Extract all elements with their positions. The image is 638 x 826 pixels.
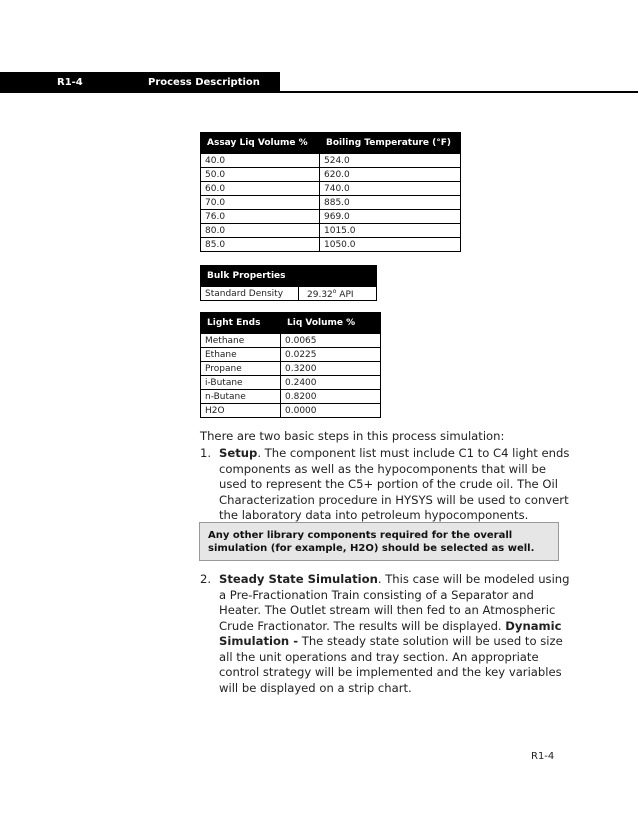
table-row	[201, 334, 381, 348]
column-header: Light Ends	[201, 313, 281, 334]
list-number: 2.	[200, 572, 212, 586]
light-ends-table	[200, 312, 381, 418]
table-cell: 885.0	[320, 196, 461, 210]
column-header: Boiling Temperature (°F)	[320, 133, 461, 154]
density-superscript: o	[332, 287, 337, 295]
table-cell: n-Butane	[201, 390, 281, 404]
step-title: Setup	[219, 446, 258, 460]
table-cell: Propane	[201, 362, 281, 376]
density-unit: API	[336, 289, 354, 300]
table-row	[201, 238, 461, 252]
column-header: Bulk Properties	[201, 266, 377, 287]
table-cell: 0.0065	[281, 334, 381, 348]
table-row	[201, 287, 377, 301]
table-cell: 70.0	[201, 196, 320, 210]
table-cell: 620.0	[320, 168, 461, 182]
table-cell: Ethane	[201, 348, 281, 362]
list-item-body	[219, 446, 570, 524]
table-header-row	[201, 266, 377, 287]
table-row	[201, 224, 461, 238]
step-text: The steady state solution will be used to size all the unit operations and tray section. An appropriate control strategy will be implemented and the key variables will be displayed on a strip chart.	[219, 634, 563, 695]
list-item-body	[219, 572, 570, 696]
table-cell: 0.8200	[281, 390, 381, 404]
section-header-bar	[0, 72, 280, 93]
step-text: . The component list must include C1 to C4 light ends components as well as the hypocomponents that will be used to represent the C5+ portion of the crude oil. The Oil Characterization procedure in HYSYS will be used to convert the laboratory data into petroleum hypocomponents.	[219, 446, 570, 522]
intro-paragraph: There are two basic steps in this process simulation:	[200, 429, 505, 443]
table-row	[201, 210, 461, 224]
table-row	[201, 376, 381, 390]
table-row	[201, 404, 381, 418]
header-rule	[280, 91, 638, 93]
page-number: R1-4	[531, 751, 555, 762]
column-header: Assay Liq Volume %	[201, 133, 320, 154]
step-text: . This case will be modeled using a Pre-Fractionation Train consisting of a Separator and Heater. The Outlet stream will then fed to an Atmospheric Crude Fractionator. The results will be displayed.	[219, 572, 570, 633]
table-cell: Standard Density	[201, 287, 299, 301]
table-cell: 0.0000	[281, 404, 381, 418]
table-cell: 50.0	[201, 168, 320, 182]
table-cell	[299, 287, 377, 301]
assay-table	[200, 132, 461, 252]
table-row	[201, 362, 381, 376]
list-number: 1.	[200, 446, 212, 460]
table-row	[201, 182, 461, 196]
table-header-row	[201, 133, 461, 154]
list-item-setup	[200, 446, 570, 524]
step-subtitle: Dynamic Simulation -	[219, 618, 562, 648]
table-cell: Methane	[201, 334, 281, 348]
table-cell: 85.0	[201, 238, 320, 252]
table-cell: 0.2400	[281, 376, 381, 390]
table-cell: 60.0	[201, 182, 320, 196]
table-cell: i-Butane	[201, 376, 281, 390]
column-header: Liq Volume %	[281, 313, 381, 334]
table-header-row	[201, 313, 381, 334]
step-title: Steady State Simulation	[219, 572, 378, 586]
note-box: Any other library components required for the overall simulation (for example, H2O) should be selected as well.	[199, 522, 559, 561]
table-row	[201, 196, 461, 210]
table-cell: 0.3200	[281, 362, 381, 376]
density-value: 29.32	[307, 289, 333, 300]
table-cell: 969.0	[320, 210, 461, 224]
table-cell: H2O	[201, 404, 281, 418]
bulk-properties-table	[200, 265, 377, 301]
table-cell: 740.0	[320, 182, 461, 196]
table-cell: 524.0	[320, 154, 461, 168]
table-row	[201, 154, 461, 168]
table-cell: 40.0	[201, 154, 320, 168]
table-cell: 80.0	[201, 224, 320, 238]
table-cell: 1015.0	[320, 224, 461, 238]
table-cell: 76.0	[201, 210, 320, 224]
table-cell: 1050.0	[320, 238, 461, 252]
table-row	[201, 390, 381, 404]
table-row	[201, 348, 381, 362]
section-number: R1-4	[57, 77, 83, 88]
list-item-steady-state	[200, 572, 570, 696]
table-row	[201, 168, 461, 182]
section-title: Process Description	[148, 77, 260, 88]
table-cell: 0.0225	[281, 348, 381, 362]
